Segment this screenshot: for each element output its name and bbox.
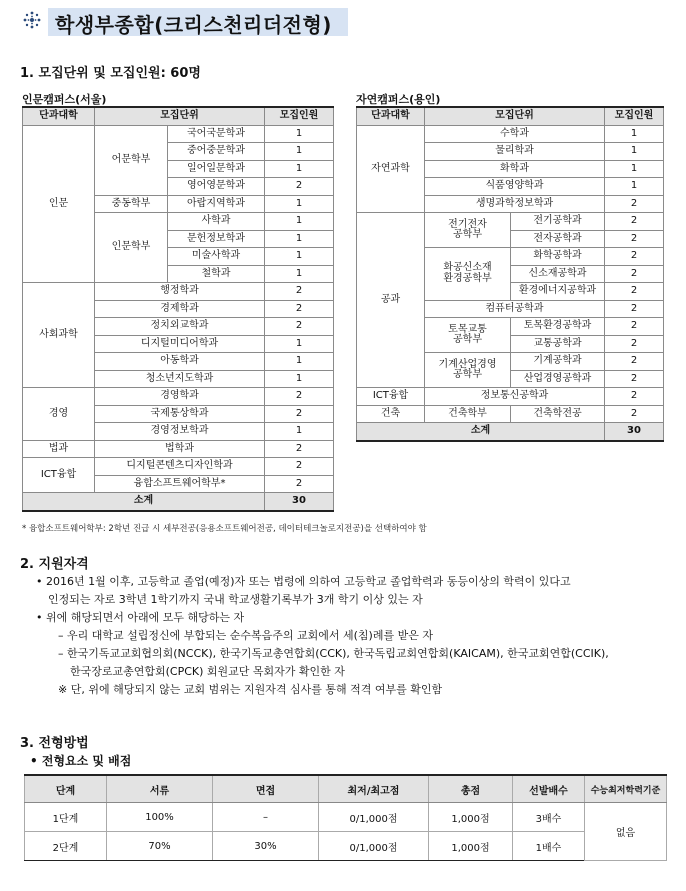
table-row	[357, 405, 664, 423]
unit-cell: 생명과학정보학과	[425, 195, 605, 213]
total-label: 소계	[357, 423, 605, 441]
total-row	[23, 493, 334, 511]
table-row	[25, 832, 667, 861]
header-csat-minimum: 수능최저학력기준	[585, 775, 667, 803]
unit-cell: 일어일문학과	[168, 160, 265, 178]
quota-cell: 2	[265, 178, 334, 196]
group-cell: 건축학부	[425, 405, 511, 423]
unit-cell: 법학과	[95, 440, 265, 458]
quota-cell: 2	[265, 458, 334, 476]
table-row	[23, 458, 334, 476]
unit-cell: 전기공학과	[511, 213, 605, 231]
unit-cell: 중어중문학과	[168, 143, 265, 161]
quota-cell: 2	[605, 318, 664, 336]
quota-cell: 1	[605, 143, 664, 161]
header-interview: 면접	[213, 775, 319, 803]
unit-cell: 화학과	[425, 160, 605, 178]
quota-cell: 1	[605, 178, 664, 196]
yongin-quota-table	[356, 106, 664, 442]
total-value: 30	[265, 493, 334, 511]
college-cell: 자연과학	[357, 125, 425, 213]
min-max-cell: 0/1,000점	[319, 832, 429, 861]
page-title: 학생부종합(크리스천리더전형)	[55, 13, 332, 37]
csat-minimum-cell: 없음	[585, 803, 667, 861]
total-value: 30	[605, 423, 664, 441]
header-multiple: 선발배수	[513, 775, 585, 803]
quota-cell: 1	[265, 195, 334, 213]
quota-cell: 1	[265, 248, 334, 266]
table-row	[25, 803, 667, 832]
qualification-line: • 2016년 1월 이후, 고등학교 졸업(예정)자 또는 법령에 의하여 고등학교 졸업학력과 동등이상의 학력이 있다고	[36, 575, 571, 588]
section2-heading: 2. 지원자격	[20, 557, 89, 572]
section3-heading: 3. 전형방법	[20, 736, 89, 751]
header-unit: 모집단위	[95, 107, 265, 125]
unit-cell: 경영정보학과	[95, 423, 265, 441]
unit-cell: 융합소프트웨어학부*	[95, 475, 265, 493]
quota-cell: 2	[605, 353, 664, 371]
table-row	[357, 125, 664, 143]
unit-cell: 미술사학과	[168, 248, 265, 266]
unit-cell: 정보통신공학과	[425, 388, 605, 406]
header-min-max: 최저/최고점	[319, 775, 429, 803]
section1-heading: 1. 모집단위 및 모집인원: 60명	[20, 66, 201, 81]
documents-cell: 100%	[107, 803, 213, 832]
unit-cell: 건축학전공	[511, 405, 605, 423]
quota-cell: 1	[605, 160, 664, 178]
unit-cell: 식품영양학과	[425, 178, 605, 196]
quota-cell: 1	[265, 160, 334, 178]
stage-cell: 2단계	[25, 832, 107, 861]
quota-cell: 2	[605, 213, 664, 231]
qualification-line: 한국장로교총연합회(CPCK) 회원교단 목회자가 확인한 자	[70, 665, 345, 678]
unit-cell: 산업경영공학과	[511, 370, 605, 388]
group-cell: 전기전자 공학부	[425, 213, 511, 248]
total-label: 소계	[23, 493, 265, 511]
header-college: 단과대학	[357, 107, 425, 125]
unit-cell: 교통공학과	[511, 335, 605, 353]
quota-cell: 1	[265, 423, 334, 441]
group-cell: 어문학부	[95, 125, 168, 195]
seoul-quota-table	[22, 106, 334, 512]
qualification-line: 인정되는 자로 3학년 1학기까지 국내 학교생활기록부가 3개 학기 이상 있는 자	[48, 593, 423, 606]
unit-cell: 경제학과	[95, 300, 265, 318]
section3-subheading: • 전형요소 및 배점	[30, 754, 132, 768]
quota-cell: 2	[265, 300, 334, 318]
documents-cell: 70%	[107, 832, 213, 861]
unit-cell: 행정학과	[95, 283, 265, 301]
unit-cell: 청소년지도학과	[95, 370, 265, 388]
quota-cell: 2	[605, 283, 664, 301]
unit-cell: 화학공학과	[511, 248, 605, 266]
table-row	[23, 125, 334, 143]
unit-cell: 기계공학과	[511, 353, 605, 371]
quota-cell: 2	[605, 405, 664, 423]
unit-cell: 수학과	[425, 125, 605, 143]
group-cell: 중동학부	[95, 195, 168, 213]
quota-cell: 2	[605, 300, 664, 318]
yongin-campus-label: 자연캠퍼스(용인)	[356, 93, 441, 106]
quota-cell: 2	[605, 230, 664, 248]
quota-cell: 1	[265, 335, 334, 353]
unit-cell: 국제통상학과	[95, 405, 265, 423]
group-cell: 토목교통 공학부	[425, 318, 511, 353]
unit-cell: 신소재공학과	[511, 265, 605, 283]
table-row	[23, 388, 334, 406]
quota-cell: 2	[265, 388, 334, 406]
qualification-line: – 우리 대학교 설립정신에 부합되는 순수복음주의 교회에서 세(침)례를 받은 자	[58, 629, 433, 642]
header-quota: 모집인원	[605, 107, 664, 125]
college-cell: 경영	[23, 388, 95, 441]
quota-cell: 2	[265, 283, 334, 301]
unit-cell: 환경에너지공학과	[511, 283, 605, 301]
quota-cell: 2	[265, 318, 334, 336]
table-row	[23, 283, 334, 301]
min-max-cell: 0/1,000점	[319, 803, 429, 832]
snowflake-logo-icon	[22, 10, 42, 30]
unit-cell: 정치외교학과	[95, 318, 265, 336]
interview-cell: –	[213, 803, 319, 832]
selection-table	[24, 774, 667, 861]
multiple-cell: 1배수	[513, 832, 585, 861]
unit-cell: 문헌정보학과	[168, 230, 265, 248]
unit-cell: 전자공학과	[511, 230, 605, 248]
table-row	[23, 440, 334, 458]
unit-cell: 컴퓨터공학과	[425, 300, 605, 318]
unit-cell: 토목환경공학과	[511, 318, 605, 336]
group-cell: 인문학부	[95, 213, 168, 283]
quota-cell: 2	[265, 405, 334, 423]
qualification-line: – 한국기독교교회협의회(NCCK), 한국기독교총연합회(CCK), 한국독립교회연합회(KAICAM), 한국교회연합(CCIK),	[58, 647, 609, 660]
multiple-cell: 3배수	[513, 803, 585, 832]
quota-cell: 1	[265, 370, 334, 388]
quota-cell: 1	[265, 213, 334, 231]
college-cell: 공과	[357, 213, 425, 388]
quota-cell: 2	[605, 335, 664, 353]
group-cell: 기계산업경영 공학부	[425, 353, 511, 388]
quota-cell: 2	[605, 265, 664, 283]
unit-cell: 경영학과	[95, 388, 265, 406]
seoul-campus-label: 인문캠퍼스(서울)	[22, 93, 107, 106]
quota-cell: 1	[605, 125, 664, 143]
header-documents: 서류	[107, 775, 213, 803]
header-quota: 모집인원	[265, 107, 334, 125]
quota-cell: 2	[605, 195, 664, 213]
interview-cell: 30%	[213, 832, 319, 861]
unit-cell: 철학과	[168, 265, 265, 283]
quota-cell: 1	[265, 143, 334, 161]
college-cell: 인문	[23, 125, 95, 283]
college-cell: 사회과학	[23, 283, 95, 388]
total-cell: 1,000점	[429, 832, 513, 861]
qualification-line: ※ 단, 위에 해당되지 않는 교회 범위는 지원자격 심사를 통해 적격 여부를 확인함	[58, 683, 443, 696]
unit-cell: 아랍지역학과	[168, 195, 265, 213]
unit-cell: 아동학과	[95, 353, 265, 371]
college-cell: ICT융합	[23, 458, 95, 493]
unit-cell: 물리학과	[425, 143, 605, 161]
quota-cell: 2	[605, 370, 664, 388]
qualification-line: • 위에 해당되면서 아래에 모두 해당하는 자	[36, 611, 245, 624]
quota-cell: 2	[265, 475, 334, 493]
college-cell: 법과	[23, 440, 95, 458]
quota-cell: 2	[265, 440, 334, 458]
college-cell: 건축	[357, 405, 425, 423]
stage-cell: 1단계	[25, 803, 107, 832]
quota-cell: 2	[605, 388, 664, 406]
unit-cell: 국어국문학과	[168, 125, 265, 143]
quota-cell: 1	[265, 230, 334, 248]
unit-cell: 사학과	[168, 213, 265, 231]
table-row	[357, 388, 664, 406]
header-stage: 단계	[25, 775, 107, 803]
quota-cell: 1	[265, 265, 334, 283]
unit-cell: 디지털콘텐츠디자인학과	[95, 458, 265, 476]
table-row	[357, 213, 664, 231]
quota-cell: 1	[265, 125, 334, 143]
quota-cell: 1	[265, 353, 334, 371]
total-cell: 1,000점	[429, 803, 513, 832]
college-cell: ICT융합	[357, 388, 425, 406]
quota-cell: 2	[605, 248, 664, 266]
unit-cell: 디지털미디어학과	[95, 335, 265, 353]
header-total: 총점	[429, 775, 513, 803]
header-unit: 모집단위	[425, 107, 605, 125]
footnote: * 융합소프트웨어학부: 2학년 진급 시 세부전공(응용소프트웨어전공, 데이터테크놀로지전공)을 선택하여야 함	[22, 524, 427, 534]
group-cell: 화공신소재 환경공학부	[425, 248, 511, 301]
header-college: 단과대학	[23, 107, 95, 125]
total-row	[357, 423, 664, 441]
unit-cell: 영어영문학과	[168, 178, 265, 196]
